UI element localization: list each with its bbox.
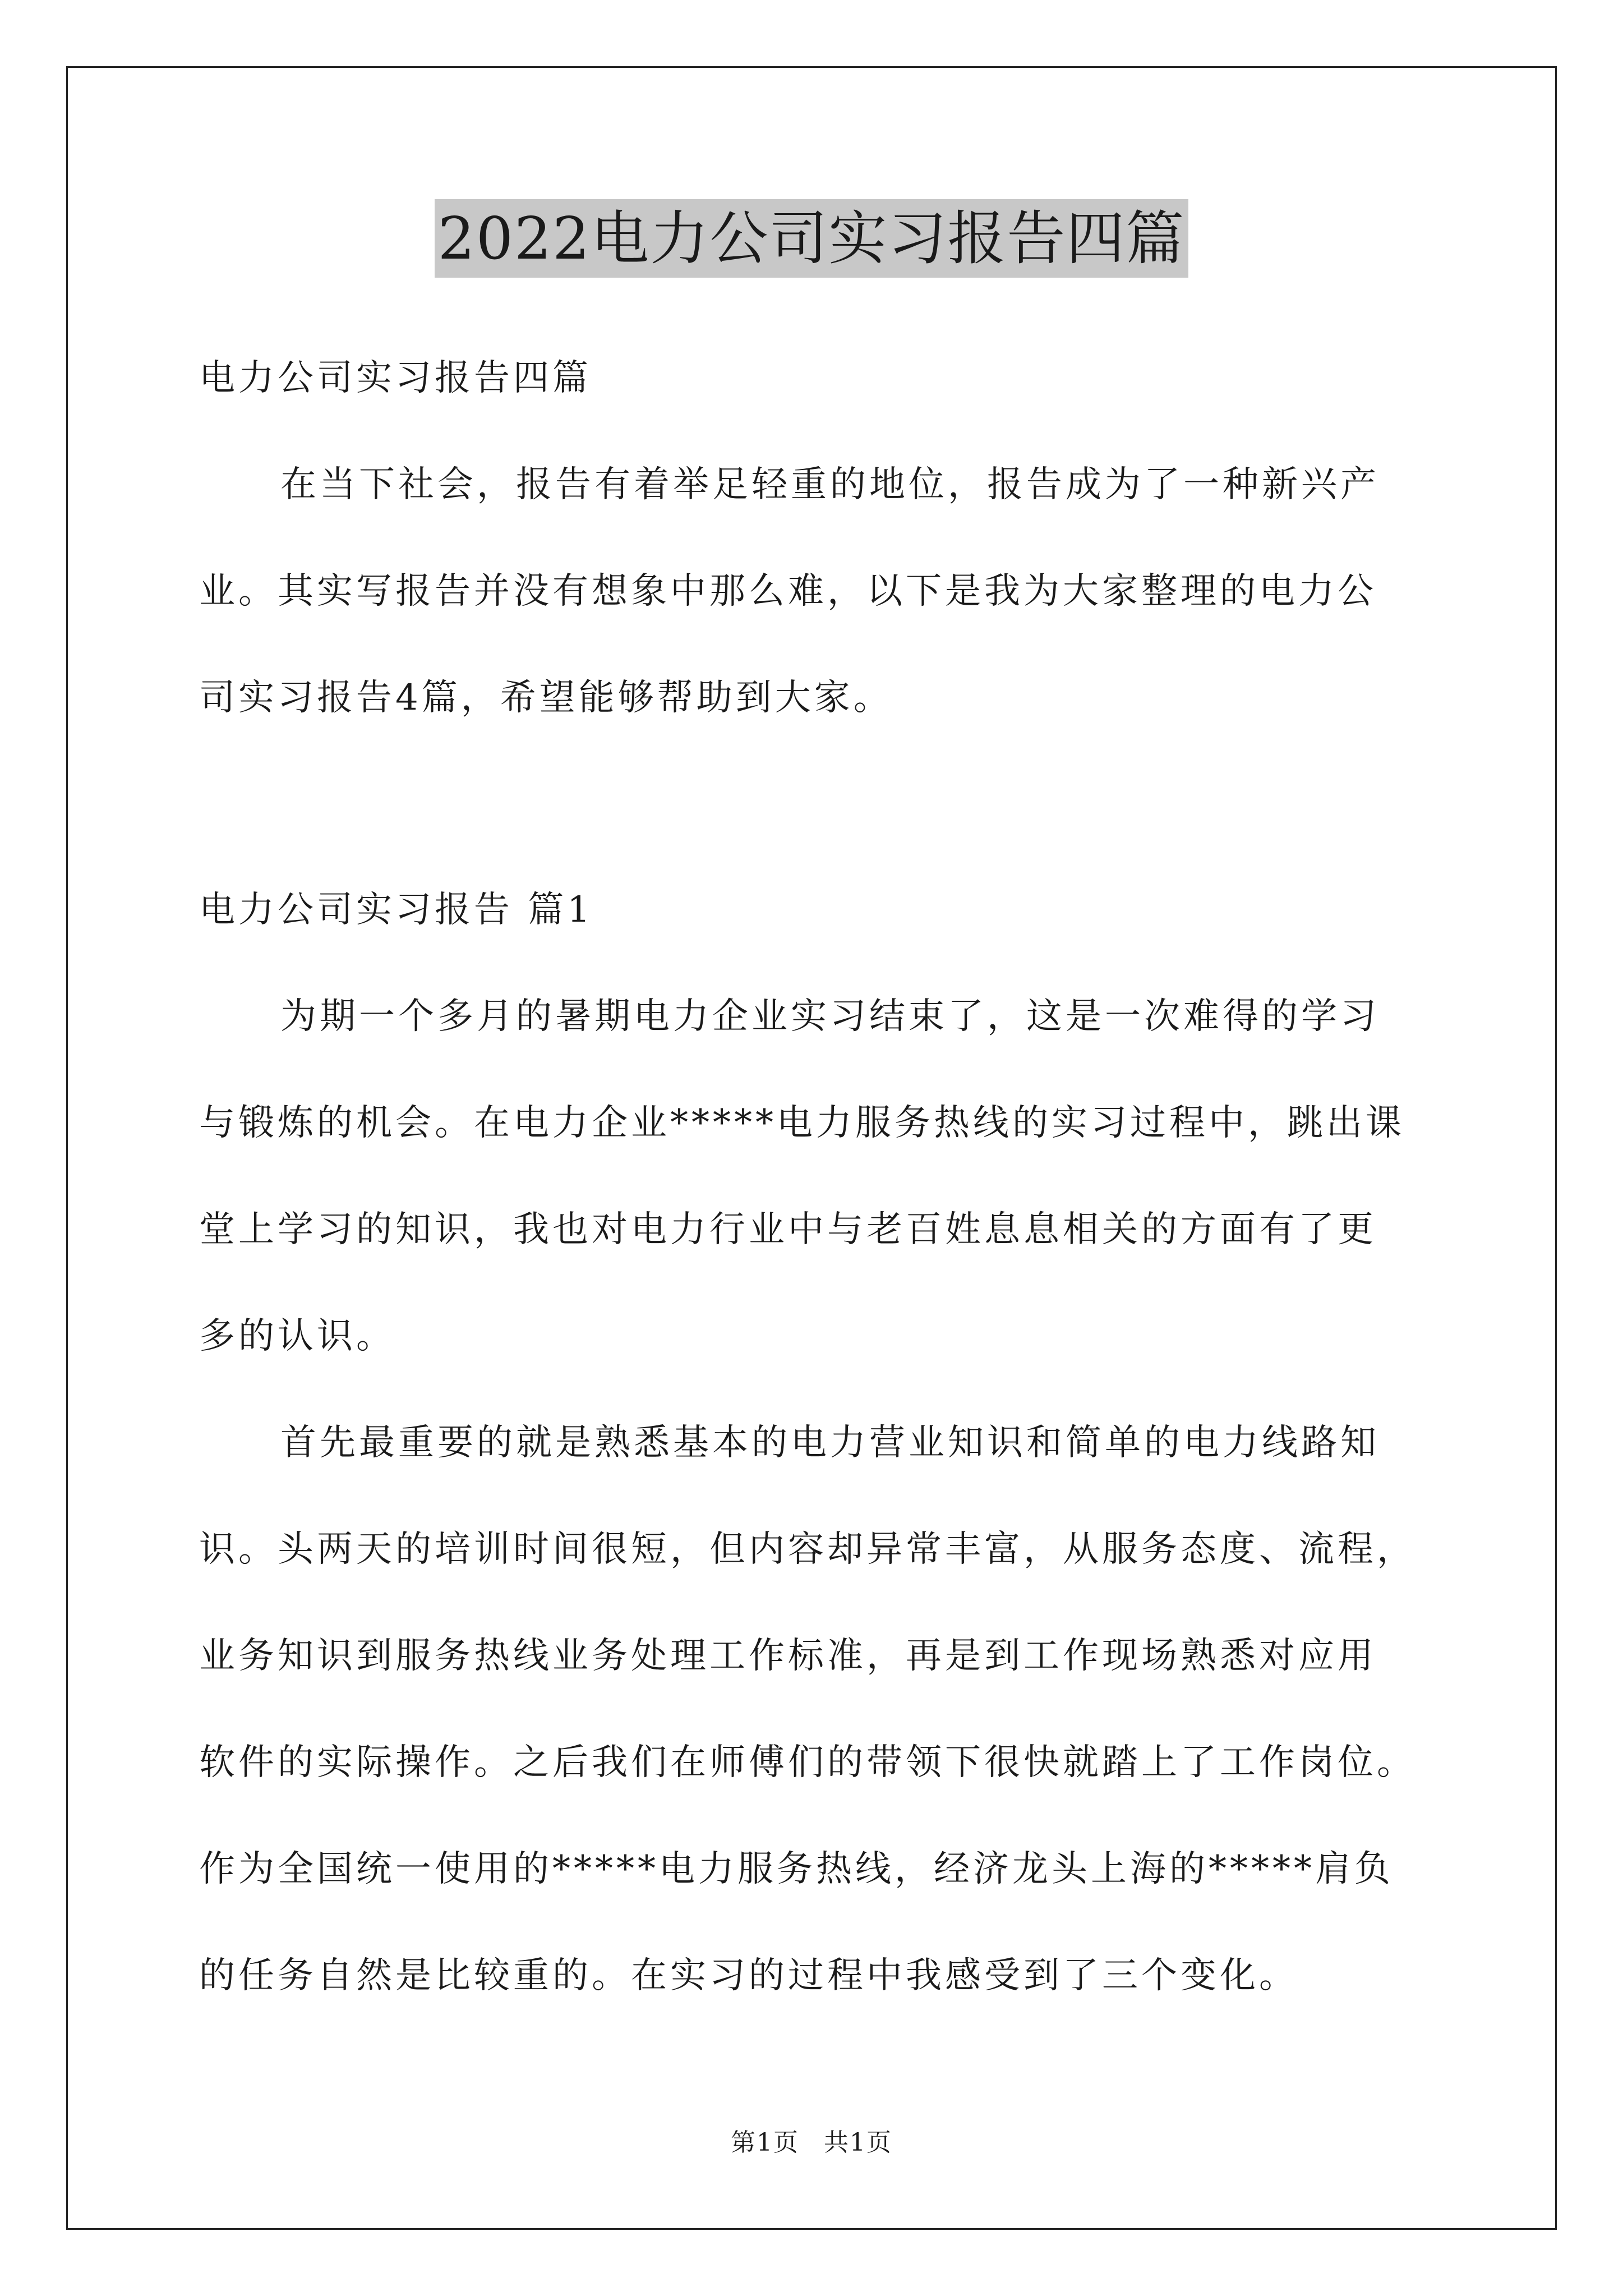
document-subtitle: 电力公司实习报告四篇 (199, 357, 592, 399)
document-title: 2022电力公司实习报告四篇 (435, 199, 1189, 278)
para2-line-6: 的任务自然是比较重的。在实习的过程中我感受到了三个变化。 (199, 1955, 1298, 1996)
intro-line-1: 在当下社会，报告有着举足轻重的地位，报告成为了一种新兴产 (280, 464, 1380, 505)
page-footer (0, 2126, 1623, 2160)
para2-line-4: 软件的实际操作。之后我们在师傅们的带领下很快就踏上了工作岗位。 (199, 1742, 1416, 1783)
para2-line-1: 首先最重要的就是熟悉基本的电力营业知识和简单的电力线路知 (280, 1422, 1380, 1464)
intro-line-3: 司实习报告4篇，希望能够帮助到大家。 (199, 677, 893, 719)
para1-line-2: 与锻炼的机会。在电力企业*****电力服务热线的实习过程中，跳出课 (199, 1102, 1405, 1144)
page-number: 第1页 (731, 2128, 799, 2157)
para1-line-4: 多的认识。 (199, 1315, 395, 1357)
title-container (0, 199, 1623, 278)
para2-line-2: 识。头两天的培训时间很短，但内容却异常丰富，从服务态度、流程， (199, 1529, 1416, 1570)
intro-line-2: 业。其实写报告并没有想象中那么难，以下是我为大家整理的电力公 (199, 570, 1377, 612)
para2-line-5: 作为全国统一使用的*****电力服务热线，经济龙头上海的*****肩负 (199, 1848, 1394, 1890)
para2-line-3: 业务知识到服务热线业务处理工作标准，再是到工作现场熟悉对应用 (199, 1635, 1377, 1677)
page-total: 共1页 (824, 2128, 892, 2157)
section-heading: 电力公司实习报告 篇1 (199, 889, 594, 931)
para1-line-1: 为期一个多月的暑期电力企业实习结束了，这是一次难得的学习 (280, 996, 1380, 1037)
para1-line-3: 堂上学习的知识，我也对电力行业中与老百姓息息相关的方面有了更 (199, 1209, 1377, 1250)
